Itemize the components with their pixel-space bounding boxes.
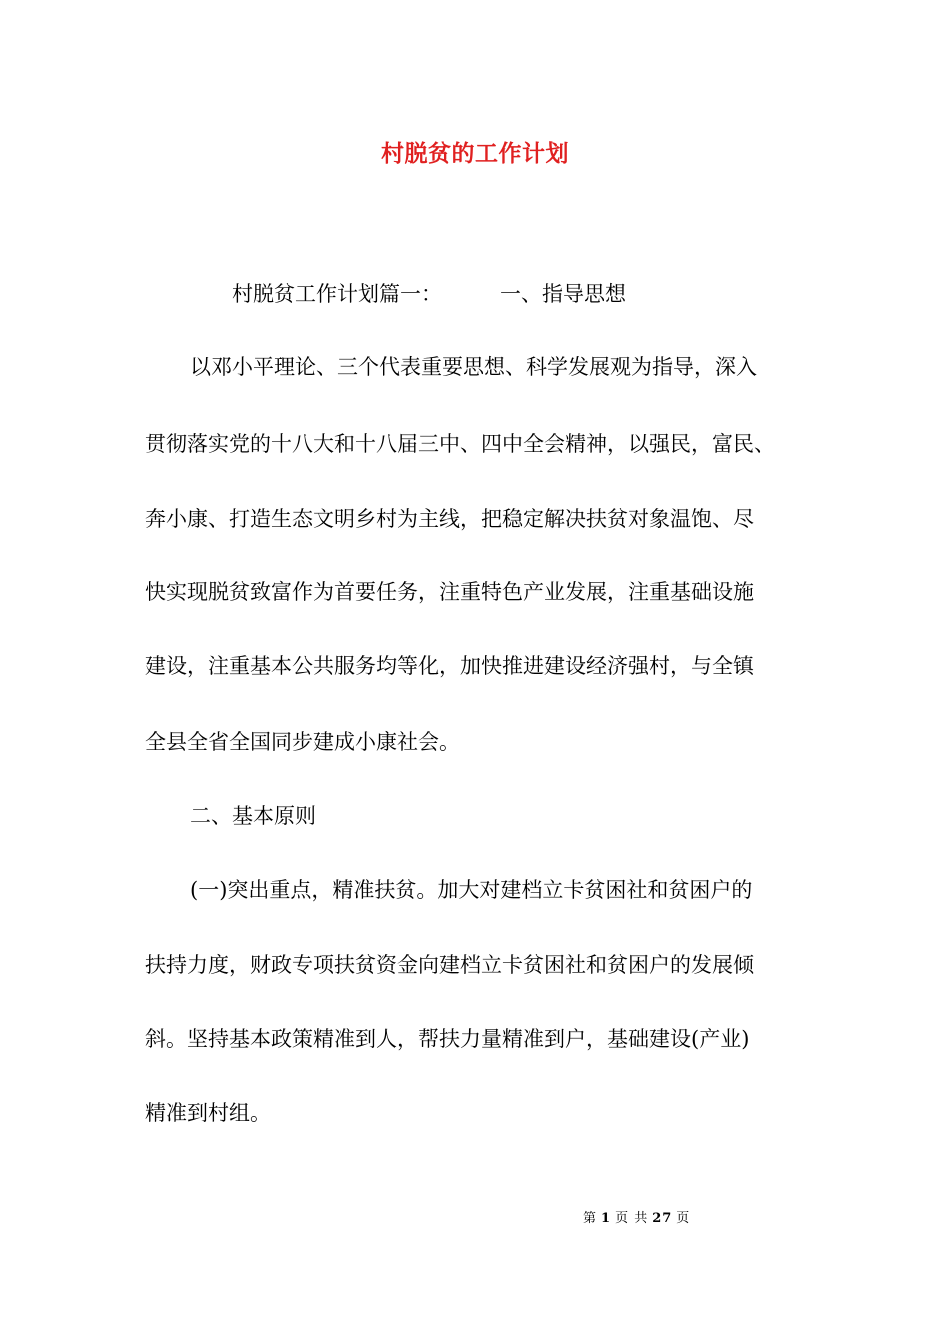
paragraph-line: 扶持力度，财政专项扶贫资金向建档立卡贫困社和贫困户的发展倾 bbox=[145, 953, 754, 977]
heading-guiding-ideology: 一、指导思想 bbox=[500, 282, 626, 306]
paragraph-line: 精准到村组。 bbox=[145, 1101, 271, 1125]
paragraph-line: 建设，注重基本公共服务均等化，加快推进建设经济强村，与全镇 bbox=[145, 654, 754, 678]
paragraph-line: 以邓小平理论、三个代表重要思想、科学发展观为指导，深入 bbox=[190, 355, 757, 379]
footer-middle: 页 共 bbox=[615, 1211, 649, 1226]
footer-page-number: 1 bbox=[601, 1211, 612, 1226]
page-footer bbox=[583, 1207, 694, 1226]
heading-basic-principles: 二、基本原则 bbox=[190, 804, 316, 828]
paragraph-line: 奔小康、打造生态文明乡村为主线，把稳定解决扶贫对象温饱、尽 bbox=[145, 507, 754, 531]
paragraph-line: (一)突出重点，精准扶贫。加大对建档立卡贫困社和贫困户的 bbox=[190, 878, 753, 902]
footer-total-pages: 27 bbox=[652, 1211, 673, 1226]
document-title: 村脱贫的工作计划 bbox=[381, 140, 569, 167]
section-label-1: 村脱贫工作计划篇一： bbox=[232, 282, 442, 306]
paragraph-line: 贯彻落实党的十八大和十八届三中、四中全会精神，以强民，富民、 bbox=[145, 432, 775, 456]
footer-prefix: 第 bbox=[583, 1211, 598, 1226]
footer-suffix: 页 bbox=[676, 1211, 691, 1226]
paragraph-line: 全县全省全国同步建成小康社会。 bbox=[145, 730, 460, 754]
paragraph-line: 快实现脱贫致富作为首要任务，注重特色产业发展，注重基础设施 bbox=[145, 580, 754, 604]
paragraph-line: 斜。坚持基本政策精准到人，帮扶力量精准到户，基础建设(产业) bbox=[145, 1027, 750, 1051]
